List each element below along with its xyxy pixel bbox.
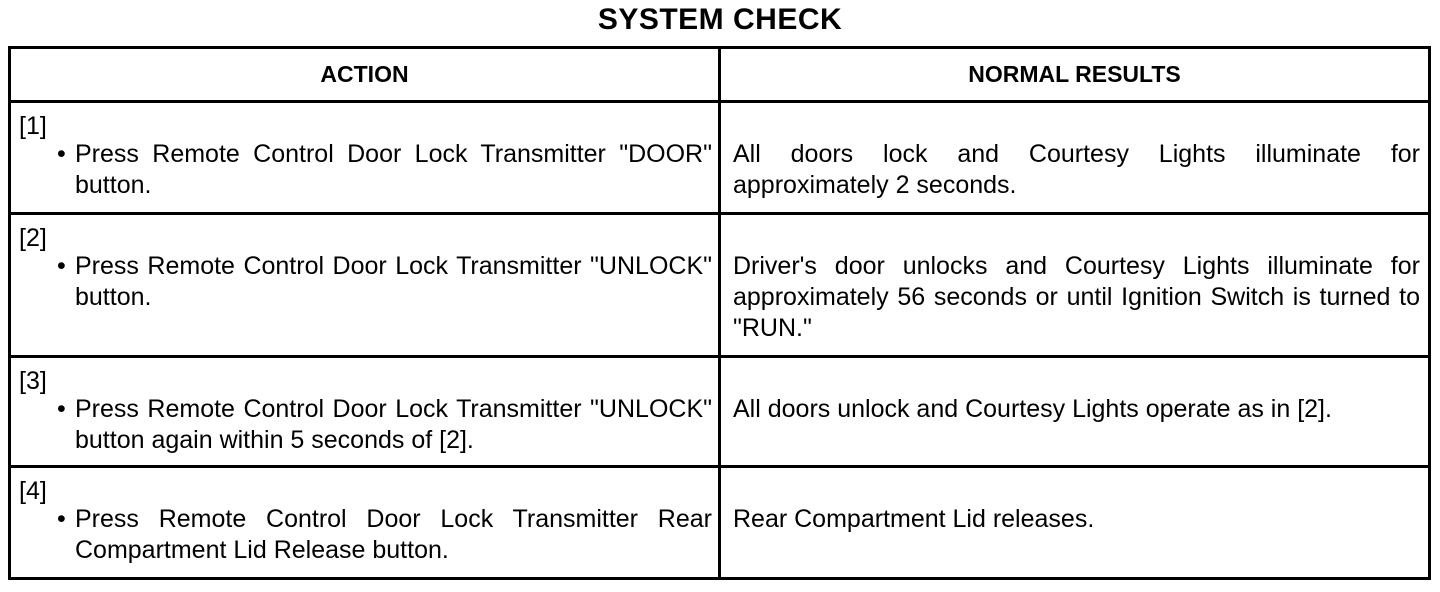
- table-row: [10, 467, 1430, 579]
- result-text: All doors unlock and Courtesy Lights operate as in [2].: [733, 395, 1332, 423]
- table-row: [10, 357, 1430, 467]
- bullet-icon: •: [57, 395, 66, 423]
- result-cell: [720, 467, 1430, 579]
- action-text: Press Remote Control Door Lock Transmitter "DOOR" button.: [75, 140, 712, 199]
- action-cell: [10, 357, 720, 467]
- result-cell: [720, 214, 1430, 357]
- action-cell: [10, 214, 720, 357]
- result-text: Rear Compartment Lid releases.: [733, 505, 1095, 533]
- bullet-icon: •: [57, 140, 66, 168]
- action-text: Press Remote Control Door Lock Transmitter "UNLOCK" button.: [75, 252, 712, 311]
- table-row: [10, 102, 1430, 214]
- result-text: All doors lock and Courtesy Lights illuminate for approximately 2 seconds.: [733, 140, 1420, 199]
- result-text: Driver's door unlocks and Courtesy Lights illuminate for approximately 56 seconds or until Ignition Switch is turned to "RUN.": [733, 252, 1420, 342]
- table-header-row: [10, 48, 1430, 102]
- result-cell: [720, 357, 1430, 467]
- step-number: [1]: [19, 112, 47, 140]
- bullet-icon: •: [57, 505, 66, 533]
- column-header-normal-results: NORMAL RESULTS: [720, 48, 1430, 102]
- action-cell: [10, 102, 720, 214]
- action-cell: [10, 467, 720, 579]
- action-text: Press Remote Control Door Lock Transmitter "UNLOCK" button again within 5 seconds of [2].: [75, 395, 712, 454]
- system-check-table: [8, 46, 1431, 580]
- step-number: [2]: [19, 224, 47, 252]
- step-number: [3]: [19, 367, 47, 395]
- table-row: [10, 214, 1430, 357]
- bullet-icon: •: [57, 252, 66, 280]
- step-number: [4]: [19, 477, 47, 505]
- page-title: SYSTEM CHECK: [597, 3, 843, 36]
- column-header-action: ACTION: [10, 48, 720, 102]
- result-cell: [720, 102, 1430, 214]
- action-text: Press Remote Control Door Lock Transmitter Rear Compartment Lid Release button.: [75, 505, 712, 564]
